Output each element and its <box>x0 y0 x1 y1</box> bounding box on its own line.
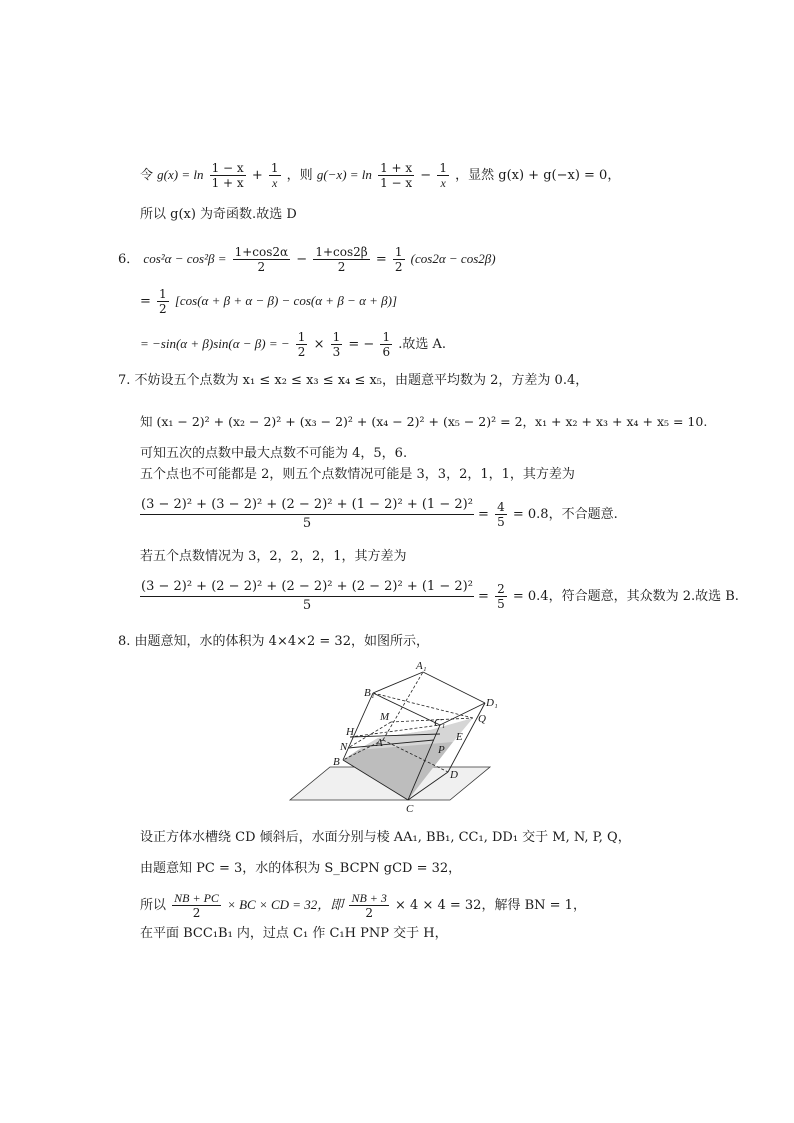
operator: = <box>478 507 489 522</box>
denominator: 2 <box>394 260 403 274</box>
q6-line3 <box>140 330 446 359</box>
q7-line6: 若五个点数情况为 3，2，2，2，1，其方差为 <box>140 549 407 564</box>
label-C1: C₁ <box>434 717 446 729</box>
label-H: H <box>346 726 354 738</box>
fraction <box>495 582 507 611</box>
math: [cos(α + β + α − β) − cos(α + β − α + β)] <box>174 293 398 308</box>
numerator: (3 − 2)² + (3 − 2)² + (2 − 2)² + (1 − 2)² + (1 − 2)² <box>140 496 474 515</box>
variance-fraction <box>140 496 474 533</box>
denominator: 2 <box>365 906 373 920</box>
denominator: 2 <box>297 345 306 359</box>
operator: + <box>251 168 263 183</box>
fraction <box>378 161 414 190</box>
numerator: NB + PC <box>174 891 219 905</box>
math: × BC × CD = 32，即 <box>227 897 344 912</box>
denominator: x <box>440 176 446 190</box>
numerator: 1 + x <box>380 161 413 175</box>
fraction <box>233 245 291 274</box>
label-A1: A₁ <box>416 660 427 672</box>
label-E: E <box>456 731 463 743</box>
fraction <box>393 245 405 274</box>
q7-line4: 五个点也不可能都是 2，则五个点数情况可能是 3，3，2，1，1，其方差为 <box>140 467 575 482</box>
fraction <box>437 161 449 190</box>
label-A: A <box>376 737 383 749</box>
label-N: N <box>340 741 348 753</box>
label-D1: D₁ <box>486 697 498 709</box>
q7-line2: 知 (x₁ − 2)² + (x₂ − 2)² + (x₃ − 2)² + (x₄ − 2)² + (x₅ − 2)² = 2，x₁ + x₂ + x₃ + x₄ + x₅ = 10. <box>140 414 708 429</box>
q6-line2 <box>140 287 397 316</box>
denominator: 3 <box>332 345 341 359</box>
label-B: B <box>333 756 340 768</box>
fraction <box>296 330 308 359</box>
text: 不妨设五个点数为 x₁ ≤ x₂ ≤ x₃ ≤ x₄ ≤ x₅，由题意平均数为 2，方差为 0.4， <box>134 373 589 388</box>
label-M: M <box>380 711 390 723</box>
fraction <box>349 891 388 920</box>
fraction <box>172 891 221 920</box>
label-Q: Q <box>478 713 486 725</box>
numerator: 1 <box>297 330 306 344</box>
math-g-neg-x: g(−x) = ln <box>316 167 372 182</box>
numerator: 1+cos2β <box>315 245 368 259</box>
fraction <box>380 330 392 359</box>
numerator: 1 <box>439 161 447 175</box>
numerator: (3 − 2)² + (2 − 2)² + (2 − 2)² + (2 − 2)² + (1 − 2)² <box>140 578 474 597</box>
denominator: 2 <box>192 906 201 920</box>
numerator: 2 <box>497 582 505 596</box>
label-B1: B₁ <box>364 687 375 699</box>
operator: − <box>296 252 308 267</box>
fraction <box>157 287 169 316</box>
numerator: 1 <box>382 330 391 344</box>
denominator: x <box>272 176 278 190</box>
denominator: 2 <box>159 302 167 316</box>
denominator: 2 <box>337 260 346 274</box>
q6-line1 <box>118 245 496 274</box>
q8-line2: 设正方体水槽绕 CD 倾斜后，水面分别与棱 AA₁, BB₁, CC₁, DD₁ 交于 M, N, P, Q， <box>140 830 631 845</box>
numerator: NB + 3 <box>351 891 387 905</box>
text: × 4 × 4 = 32，解得 BN = 1， <box>395 898 586 913</box>
text: 由题意知，水的体积为 4×4×2 = 32，如图所示， <box>134 634 429 649</box>
operator: = − <box>348 337 375 352</box>
math: (cos2α − cos2β) <box>410 251 496 266</box>
q8-line1 <box>118 633 429 651</box>
label-C: C <box>406 803 414 815</box>
operator: = <box>375 252 387 267</box>
math: = −sin(α + β)sin(α − β) = − <box>140 336 290 351</box>
numerator: 1 − x <box>211 161 244 175</box>
numerator: 1 <box>159 287 167 301</box>
variance-fraction <box>140 578 474 615</box>
text: 所以 <box>140 898 167 913</box>
denominator: 1 + x <box>211 176 244 190</box>
numerator: 4 <box>497 500 505 514</box>
fraction <box>495 500 507 529</box>
q5-line2: 所以 g(x) 为奇函数.故选 D <box>140 207 297 222</box>
tilted-cube-figure <box>288 660 498 815</box>
q8-line5: 在平面 BCC₁B₁ 内，过点 C₁ 作 C₁H PNP 交于 H， <box>140 926 448 941</box>
q7-line3: 可知五次的点数中最大点数不可能为 4，5，6. <box>140 446 408 461</box>
fraction <box>331 330 343 359</box>
edge-A1B1 <box>373 672 423 693</box>
numerator: 1 <box>394 245 403 259</box>
denominator: 5 <box>302 516 312 531</box>
q5-line1 <box>140 161 620 190</box>
question-number: 7. <box>118 373 131 388</box>
operator: = <box>478 589 489 604</box>
text: ，显然 g(x) + g(−x) = 0， <box>455 168 621 183</box>
numerator: 1 <box>270 161 279 175</box>
label-P: P <box>438 744 445 756</box>
denominator: 5 <box>497 597 505 611</box>
operator: × <box>313 337 325 352</box>
denominator: 6 <box>382 345 391 359</box>
question-number: 8. <box>118 634 131 649</box>
numerator: 1+cos2α <box>234 245 289 259</box>
numerator: 1 <box>332 330 341 344</box>
fraction <box>313 245 369 274</box>
operator: − <box>420 168 432 183</box>
denominator: 5 <box>497 515 505 529</box>
math: cos²α − cos²β = <box>143 251 227 266</box>
operator: = <box>140 294 151 309</box>
text: = 0.8，不合题意. <box>512 507 618 522</box>
q8-line3: 由题意知 PC = 3，水的体积为 S_BCPN gCD = 32， <box>140 861 462 876</box>
q7-line7 <box>140 578 739 615</box>
text: .故选 A. <box>398 337 447 352</box>
text: ，则 <box>286 168 313 183</box>
text: = 0.4，符合题意，其众数为 2.故选 B. <box>512 589 739 604</box>
fraction <box>269 161 281 190</box>
denominator: 2 <box>257 260 266 274</box>
denominator: 5 <box>302 598 312 613</box>
math-g-x: g(x) = ln <box>157 167 204 182</box>
label-D: D <box>450 769 458 781</box>
fraction <box>210 161 246 190</box>
edge-A1D1 <box>423 672 485 703</box>
hidden-edge-AA1 <box>383 672 423 740</box>
denominator: 1 − x <box>380 176 413 190</box>
question-number: 6． <box>118 252 140 267</box>
q7-line5 <box>140 496 618 533</box>
q8-line4 <box>140 891 586 920</box>
q7-line1 <box>118 372 588 390</box>
text: 令 <box>140 168 154 183</box>
